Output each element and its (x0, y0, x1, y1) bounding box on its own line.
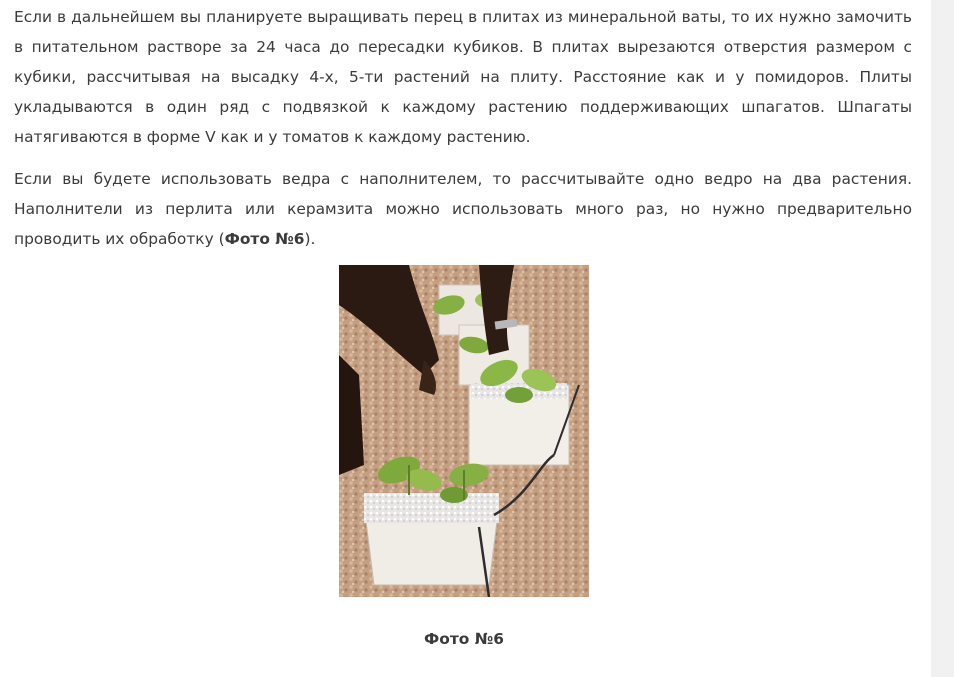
paragraph-buckets-text: Если вы будете использовать ведра с наполнителем, то рассчитывайте одно ведро на два растения. Наполнители из перлита или керамзита можно использовать много раз, но нужно предварительно проводить их обработку ( (14, 170, 912, 248)
photo-pepper-buckets (339, 265, 589, 597)
photo-illustration (339, 265, 589, 597)
paragraph-buckets (14, 164, 912, 254)
article-body (14, 0, 912, 254)
page-scrollbar-track[interactable] (931, 0, 954, 677)
photo-reference: Фото №6 (224, 230, 305, 248)
paragraph-mineral-wool: Если в дальнейшем вы планируете выращивать перец в плитах из минеральной ваты, то их нужно замочить в питательном растворе за 24 часа до пересадки кубиков. В плитах вырезаются отверстия размером с кубики, рассчитывая на высадку 4-х, 5-ти растений на плиту. Расстояние как и у помидоров. Плиты укладываются в один ряд с подвязкой к каждому растению поддерживающих шпагатов. Шпагаты натягиваются в форме V как и у томатов к каждому растению. (14, 8, 912, 146)
photo-caption: Фото №6 (424, 630, 504, 648)
paragraph-buckets-end: ). (304, 230, 316, 248)
